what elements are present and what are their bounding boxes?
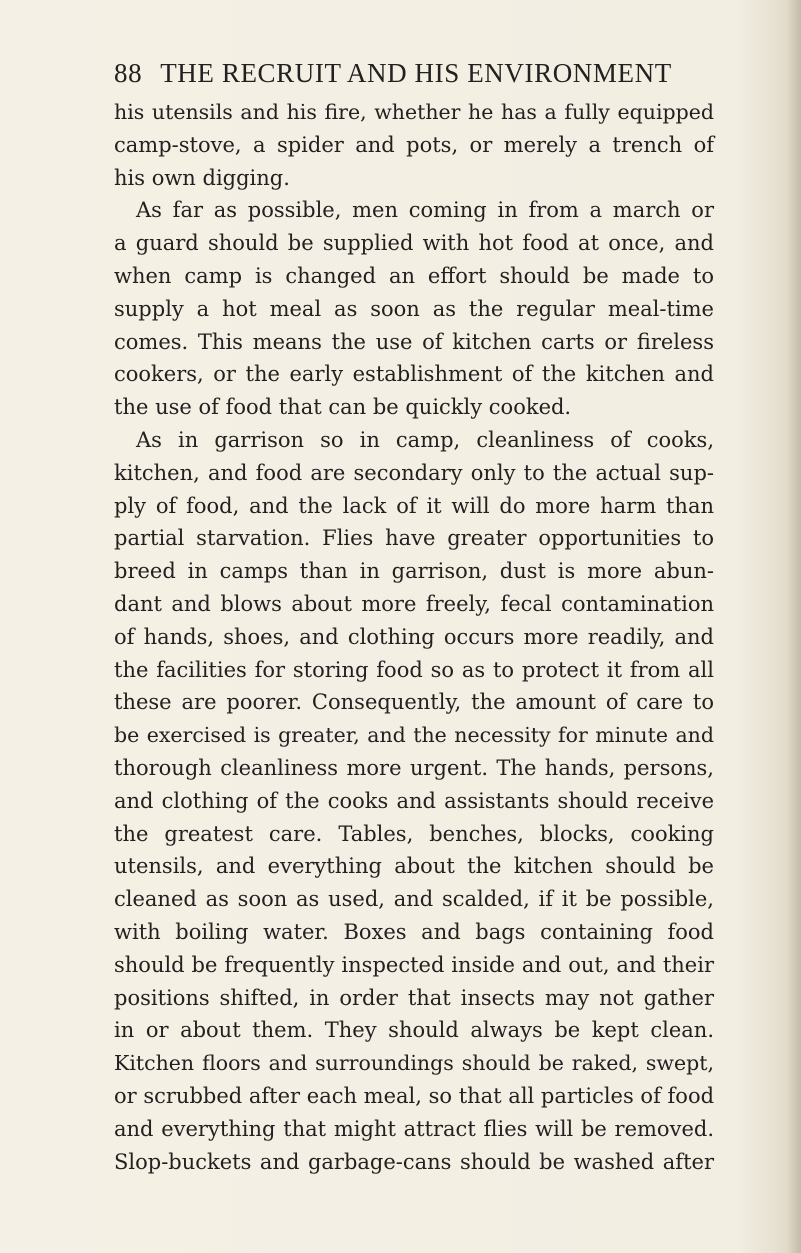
text-line: thorough cleanliness more urgent. The hands, persons, [114,755,714,780]
text-line: or scrubbed after each meal, so that all particles of food [114,1083,715,1108]
text-line: when camp is changed an effort should be made to [114,263,714,288]
text-line: should be frequently inspected inside and out, and their [114,952,714,977]
text-line: ply of food, and the lack of it will do more harm than [114,493,714,518]
text-line: As in garrison so in camp, cleanliness of cooks, [136,427,714,452]
text-line: with boiling water. Boxes and bags containing food [114,919,714,944]
running-header [114,58,714,89]
page-number: 88 [114,58,143,88]
text-line: supply a hot meal as soon as the regular meal-time [114,296,714,321]
text-line: his utensils and his fire, whether he has a fully equipped [114,100,714,124]
text-line: utensils, and everything about the kitchen should be [114,854,714,879]
body-text [114,96,714,1178]
text-line: Slop-buckets and garbage-cans should be washed after [114,1149,714,1174]
text-line: these are poorer. Consequently, the amount of care to [114,690,714,715]
page-edge-shadow [787,0,801,1253]
text-line: partial starvation. Flies have greater opportunities to [114,526,714,551]
running-title: THE RECRUIT AND HIS ENVIRONMENT [160,58,672,88]
text-line: in or about them. They should always be kept clean. [114,1018,714,1043]
text-line: the facilities for storing food so as to protect it from all [114,657,714,682]
text-line: kitchen, and food are secondary only to the actual sup- [114,460,714,485]
text-line: and everything that might attract flies will be removed. [114,1116,714,1141]
text-line: the greatest care. Tables, benches, blocks, cooking [114,821,714,846]
text-line: the use of food that can be quickly cooked. [114,395,572,420]
text-line: of hands, shoes, and clothing occurs more readily, and [114,624,714,649]
text-line: and clothing of the cooks and assistants should receive [114,788,714,813]
text-line: camp-stove, a spider and pots, or merely a trench of [114,132,714,157]
text-line: comes. This means the use of kitchen carts or fireless [114,329,714,354]
text-line: cookers, or the early establishment of the kitchen and [114,362,714,387]
text-line: breed in camps than in garrison, dust is more abun- [114,559,714,584]
text-line: cleaned as soon as used, and scalded, if it be possible, [114,887,714,912]
text-line: a guard should be supplied with hot food at once, and [114,231,714,256]
text-line: his own digging. [114,165,290,190]
text-line: Kitchen floors and surroundings should be raked, swept, [114,1051,714,1076]
text-line: be exercised is greater, and the necessity for minute and [114,723,714,748]
text-line: As far as possible, men coming in from a march or [136,198,714,223]
text-line: dant and blows about more freely, fecal contamination [114,591,714,616]
text-line: positions shifted, in order that insects may not gather [114,985,714,1010]
